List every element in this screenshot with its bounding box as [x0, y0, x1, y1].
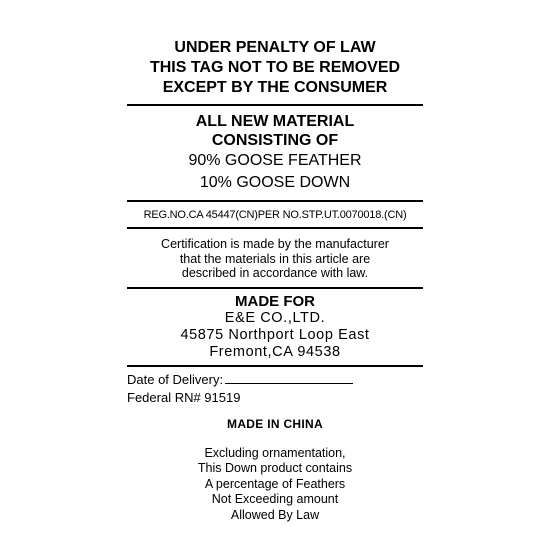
material-heading-1: ALL NEW MATERIAL [195, 113, 355, 130]
warning-block [127, 36, 423, 104]
delivery-block [127, 367, 423, 407]
warning-line-2: THIS TAG NOT TO BE REMOVED [149, 59, 401, 76]
exclusion-line-4: Not Exceeding amount [211, 492, 339, 506]
warning-line-3: EXCEPT BY THE CONSUMER [162, 79, 388, 96]
certification-block [127, 229, 423, 287]
exclusion-line-1: Excluding ornamentation, [204, 445, 346, 460]
material-feather: 90% GOOSE FEATHER [188, 152, 362, 169]
company-name: E&E CO.,LTD. [224, 309, 326, 326]
material-block [127, 106, 423, 200]
city-state-zip: Fremont,CA 94538 [209, 343, 341, 360]
delivery-row [127, 371, 423, 389]
federal-rn: Federal RN# 91519 [127, 389, 241, 405]
street-address: 45875 Northport Loop East [180, 326, 370, 343]
exclusion-line-3: A percentage of Feathers [204, 476, 346, 491]
made-for-heading: MADE FOR [235, 292, 315, 310]
certification-line-1: Certification is made by the manufacturer [161, 237, 389, 251]
made-for-block [127, 289, 423, 365]
material-down: 10% GOOSE DOWN [199, 174, 351, 191]
warning-line-1: UNDER PENALTY OF LAW [174, 39, 376, 56]
exclusion-line-5: Allowed By Law [230, 507, 320, 522]
exclusion-block [127, 446, 423, 524]
certification-line-2: that the materials in this article are [179, 251, 371, 266]
registration-number: REG.NO.CA 45447(CN)PER NO.STP.UT.0070018.(CN) [143, 209, 407, 221]
exclusion-line-2: This Down product contains [197, 461, 353, 475]
material-heading-2: CONSISTING OF [211, 132, 339, 149]
certification-line-3: described in accordance with law. [181, 266, 369, 280]
country-of-origin: MADE IN CHINA [227, 416, 323, 431]
law-tag [127, 36, 423, 523]
delivery-label: Date of Delivery: [127, 371, 224, 387]
delivery-date-blank [225, 371, 353, 384]
